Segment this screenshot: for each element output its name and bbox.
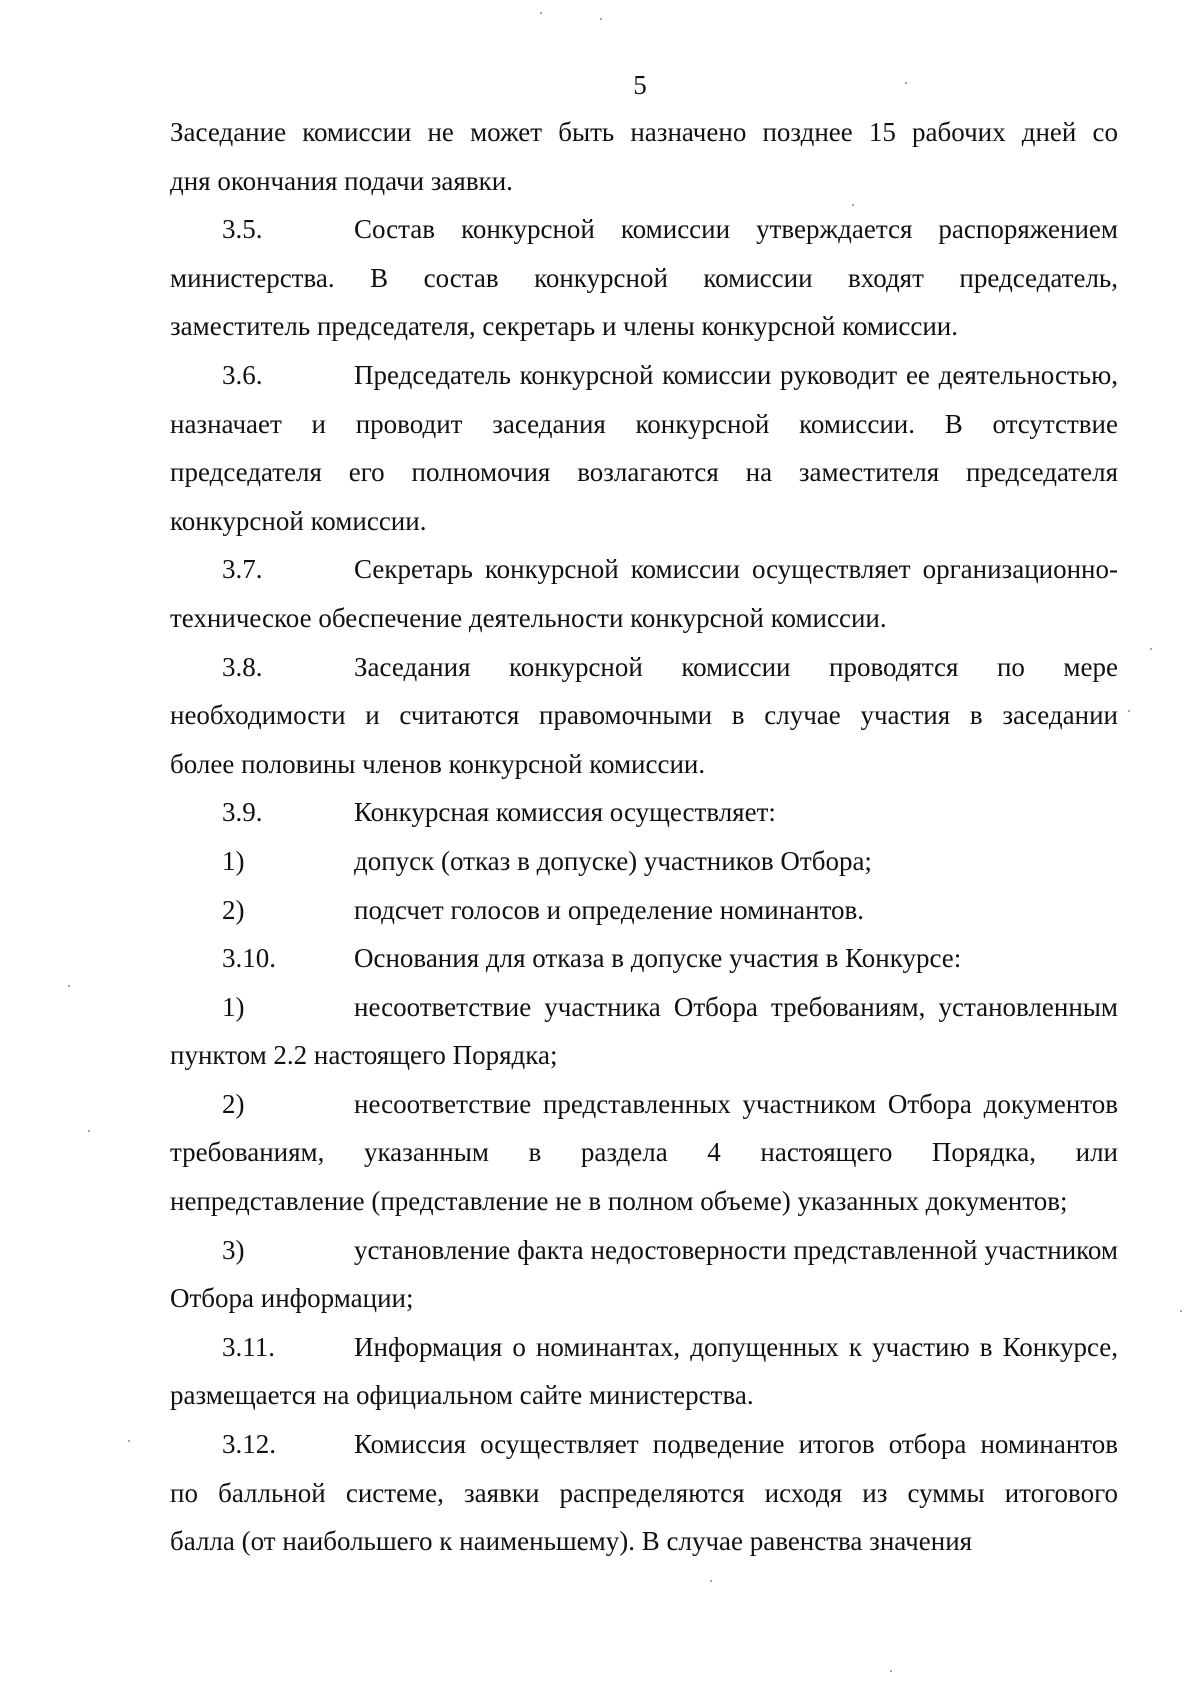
line-text: по балльной системе, заявки распределяются исходя из суммы итогового bbox=[170, 1477, 1118, 1508]
line-text: Состав конкурсной комиссии утверждается распоряжением bbox=[354, 214, 1118, 245]
line-text: Основания для отказа в допуске участия в Конкурсе: bbox=[354, 943, 962, 974]
paragraph bbox=[170, 1323, 1118, 1420]
paragraph bbox=[170, 205, 1118, 351]
text-line bbox=[170, 837, 1118, 886]
scan-speck bbox=[600, 18, 602, 20]
text-line bbox=[170, 1274, 1118, 1323]
scan-speck bbox=[852, 204, 854, 206]
text-line bbox=[170, 788, 1118, 837]
line-text: несоответствие представленных участником Отбора документов bbox=[354, 1088, 1118, 1119]
text-line bbox=[170, 740, 1118, 789]
section-number: 3.8. bbox=[222, 651, 263, 682]
line-text: председателя его полномочия возлагаются на заместителя председателя bbox=[170, 457, 1118, 488]
text-line bbox=[170, 1031, 1118, 1080]
scan-speck bbox=[68, 985, 70, 987]
line-text: подсчет голосов и определение номинантов. bbox=[354, 894, 865, 925]
scan-speck bbox=[88, 1130, 90, 1132]
paragraph bbox=[170, 886, 1118, 935]
text-line bbox=[170, 302, 1118, 351]
section-number: 3.7. bbox=[222, 554, 263, 585]
paragraph bbox=[170, 643, 1118, 789]
line-text: непредставление (представление не в полном объеме) указанных документов; bbox=[170, 1186, 1068, 1217]
text-line bbox=[170, 545, 1118, 594]
line-text: дня окончания подачи заявки. bbox=[170, 165, 513, 196]
scan-speck bbox=[1128, 710, 1130, 712]
paragraph bbox=[170, 108, 1118, 205]
text-line bbox=[170, 1226, 1118, 1275]
text-line bbox=[170, 1080, 1118, 1129]
text-line bbox=[170, 448, 1118, 497]
section-number: 3.12. bbox=[222, 1429, 276, 1460]
section-number: 3.11. bbox=[222, 1331, 275, 1362]
line-text: необходимости и считаются правомочными в случае участия в заседании bbox=[170, 700, 1118, 731]
line-text: пунктом 2.2 настоящего Порядка; bbox=[170, 1040, 558, 1071]
list-item-number: 1) bbox=[222, 991, 245, 1022]
text-line bbox=[170, 157, 1118, 206]
line-text: Информация о номинантах, допущенных к участию в Конкурсе, bbox=[354, 1331, 1118, 1362]
section-number: 3.5. bbox=[222, 214, 263, 245]
paragraph bbox=[170, 983, 1118, 1080]
text-line bbox=[170, 594, 1118, 643]
line-text: конкурсной комиссии. bbox=[170, 505, 427, 536]
line-text: размещается на официальном сайте министерства. bbox=[170, 1380, 754, 1411]
text-line bbox=[170, 254, 1118, 303]
text-line bbox=[170, 400, 1118, 449]
paragraph bbox=[170, 788, 1118, 837]
text-line bbox=[170, 351, 1118, 400]
list-item-number: 1) bbox=[222, 845, 245, 876]
text-line bbox=[170, 643, 1118, 692]
line-text: техническое обеспечение деятельности конкурсной комиссии. bbox=[170, 602, 887, 633]
section-number: 3.9. bbox=[222, 797, 263, 828]
scan-speck bbox=[1150, 648, 1152, 650]
text-line bbox=[170, 1323, 1118, 1372]
scan-speck bbox=[905, 82, 907, 84]
line-text: Конкурсная комиссия осуществляет: bbox=[354, 797, 776, 828]
paragraph bbox=[170, 1080, 1118, 1226]
text-line bbox=[170, 205, 1118, 254]
scan-speck bbox=[128, 1440, 130, 1442]
paragraph bbox=[170, 934, 1118, 983]
text-line bbox=[170, 1420, 1118, 1469]
line-text: требованиям, указанным в раздела 4 настоящего Порядка, или bbox=[170, 1137, 1118, 1168]
line-text: назначает и проводит заседания конкурсной комиссии. В отсутствие bbox=[170, 408, 1118, 439]
document-body bbox=[170, 108, 1118, 1566]
line-text: Заседание комиссии не может быть назначено позднее 15 рабочих дней со bbox=[170, 117, 1118, 147]
section-number: 3.6. bbox=[222, 359, 263, 390]
text-line bbox=[170, 983, 1118, 1032]
text-line bbox=[170, 691, 1118, 740]
text-line bbox=[170, 886, 1118, 935]
list-item-number: 2) bbox=[222, 894, 245, 925]
line-text: Секретарь конкурсной комиссии осуществляет организационно- bbox=[354, 554, 1118, 585]
line-text: допуск (отказ в допуске) участников Отбора; bbox=[354, 845, 872, 876]
scan-speck bbox=[710, 1580, 712, 1582]
line-text: Председатель конкурсной комиссии руководит ее деятельностью, bbox=[354, 359, 1118, 390]
line-text: Заседания конкурсной комиссии проводятся по мере bbox=[354, 651, 1118, 682]
line-text: балла (от наибольшего к наименьшему). В случае равенства значения bbox=[170, 1526, 973, 1557]
line-text: Комиссия осуществляет подведение итогов отбора номинантов bbox=[354, 1429, 1118, 1460]
paragraph bbox=[170, 837, 1118, 886]
scan-speck bbox=[540, 12, 542, 14]
line-text: Отбора информации; bbox=[170, 1283, 414, 1314]
text-line bbox=[170, 1371, 1118, 1420]
text-line bbox=[170, 1517, 1118, 1566]
text-line bbox=[170, 934, 1118, 983]
paragraph bbox=[170, 545, 1118, 642]
text-line bbox=[170, 1469, 1118, 1518]
text-line bbox=[170, 1128, 1118, 1177]
text-line bbox=[170, 1177, 1118, 1226]
paragraph bbox=[170, 1226, 1118, 1323]
paragraph bbox=[170, 351, 1118, 545]
line-text: несоответствие участника Отбора требованиям, установленным bbox=[354, 991, 1118, 1022]
list-item-number: 2) bbox=[222, 1088, 245, 1119]
line-text: более половины членов конкурсной комиссии. bbox=[170, 748, 706, 779]
scan-speck bbox=[890, 1670, 892, 1672]
line-text: заместитель председателя, секретарь и члены конкурсной комиссии. bbox=[170, 311, 958, 342]
list-item-number: 3) bbox=[222, 1234, 245, 1265]
section-number: 3.10. bbox=[222, 943, 276, 974]
scan-speck bbox=[1180, 1310, 1182, 1312]
paragraph bbox=[170, 1420, 1118, 1566]
text-line bbox=[170, 108, 1118, 157]
line-text: установление факта недостоверности представленной участником bbox=[354, 1234, 1118, 1265]
line-text: министерства. В состав конкурсной комиссии входят председатель, bbox=[170, 262, 1118, 293]
page-number: 5 bbox=[633, 70, 647, 100]
text-line bbox=[170, 497, 1118, 546]
